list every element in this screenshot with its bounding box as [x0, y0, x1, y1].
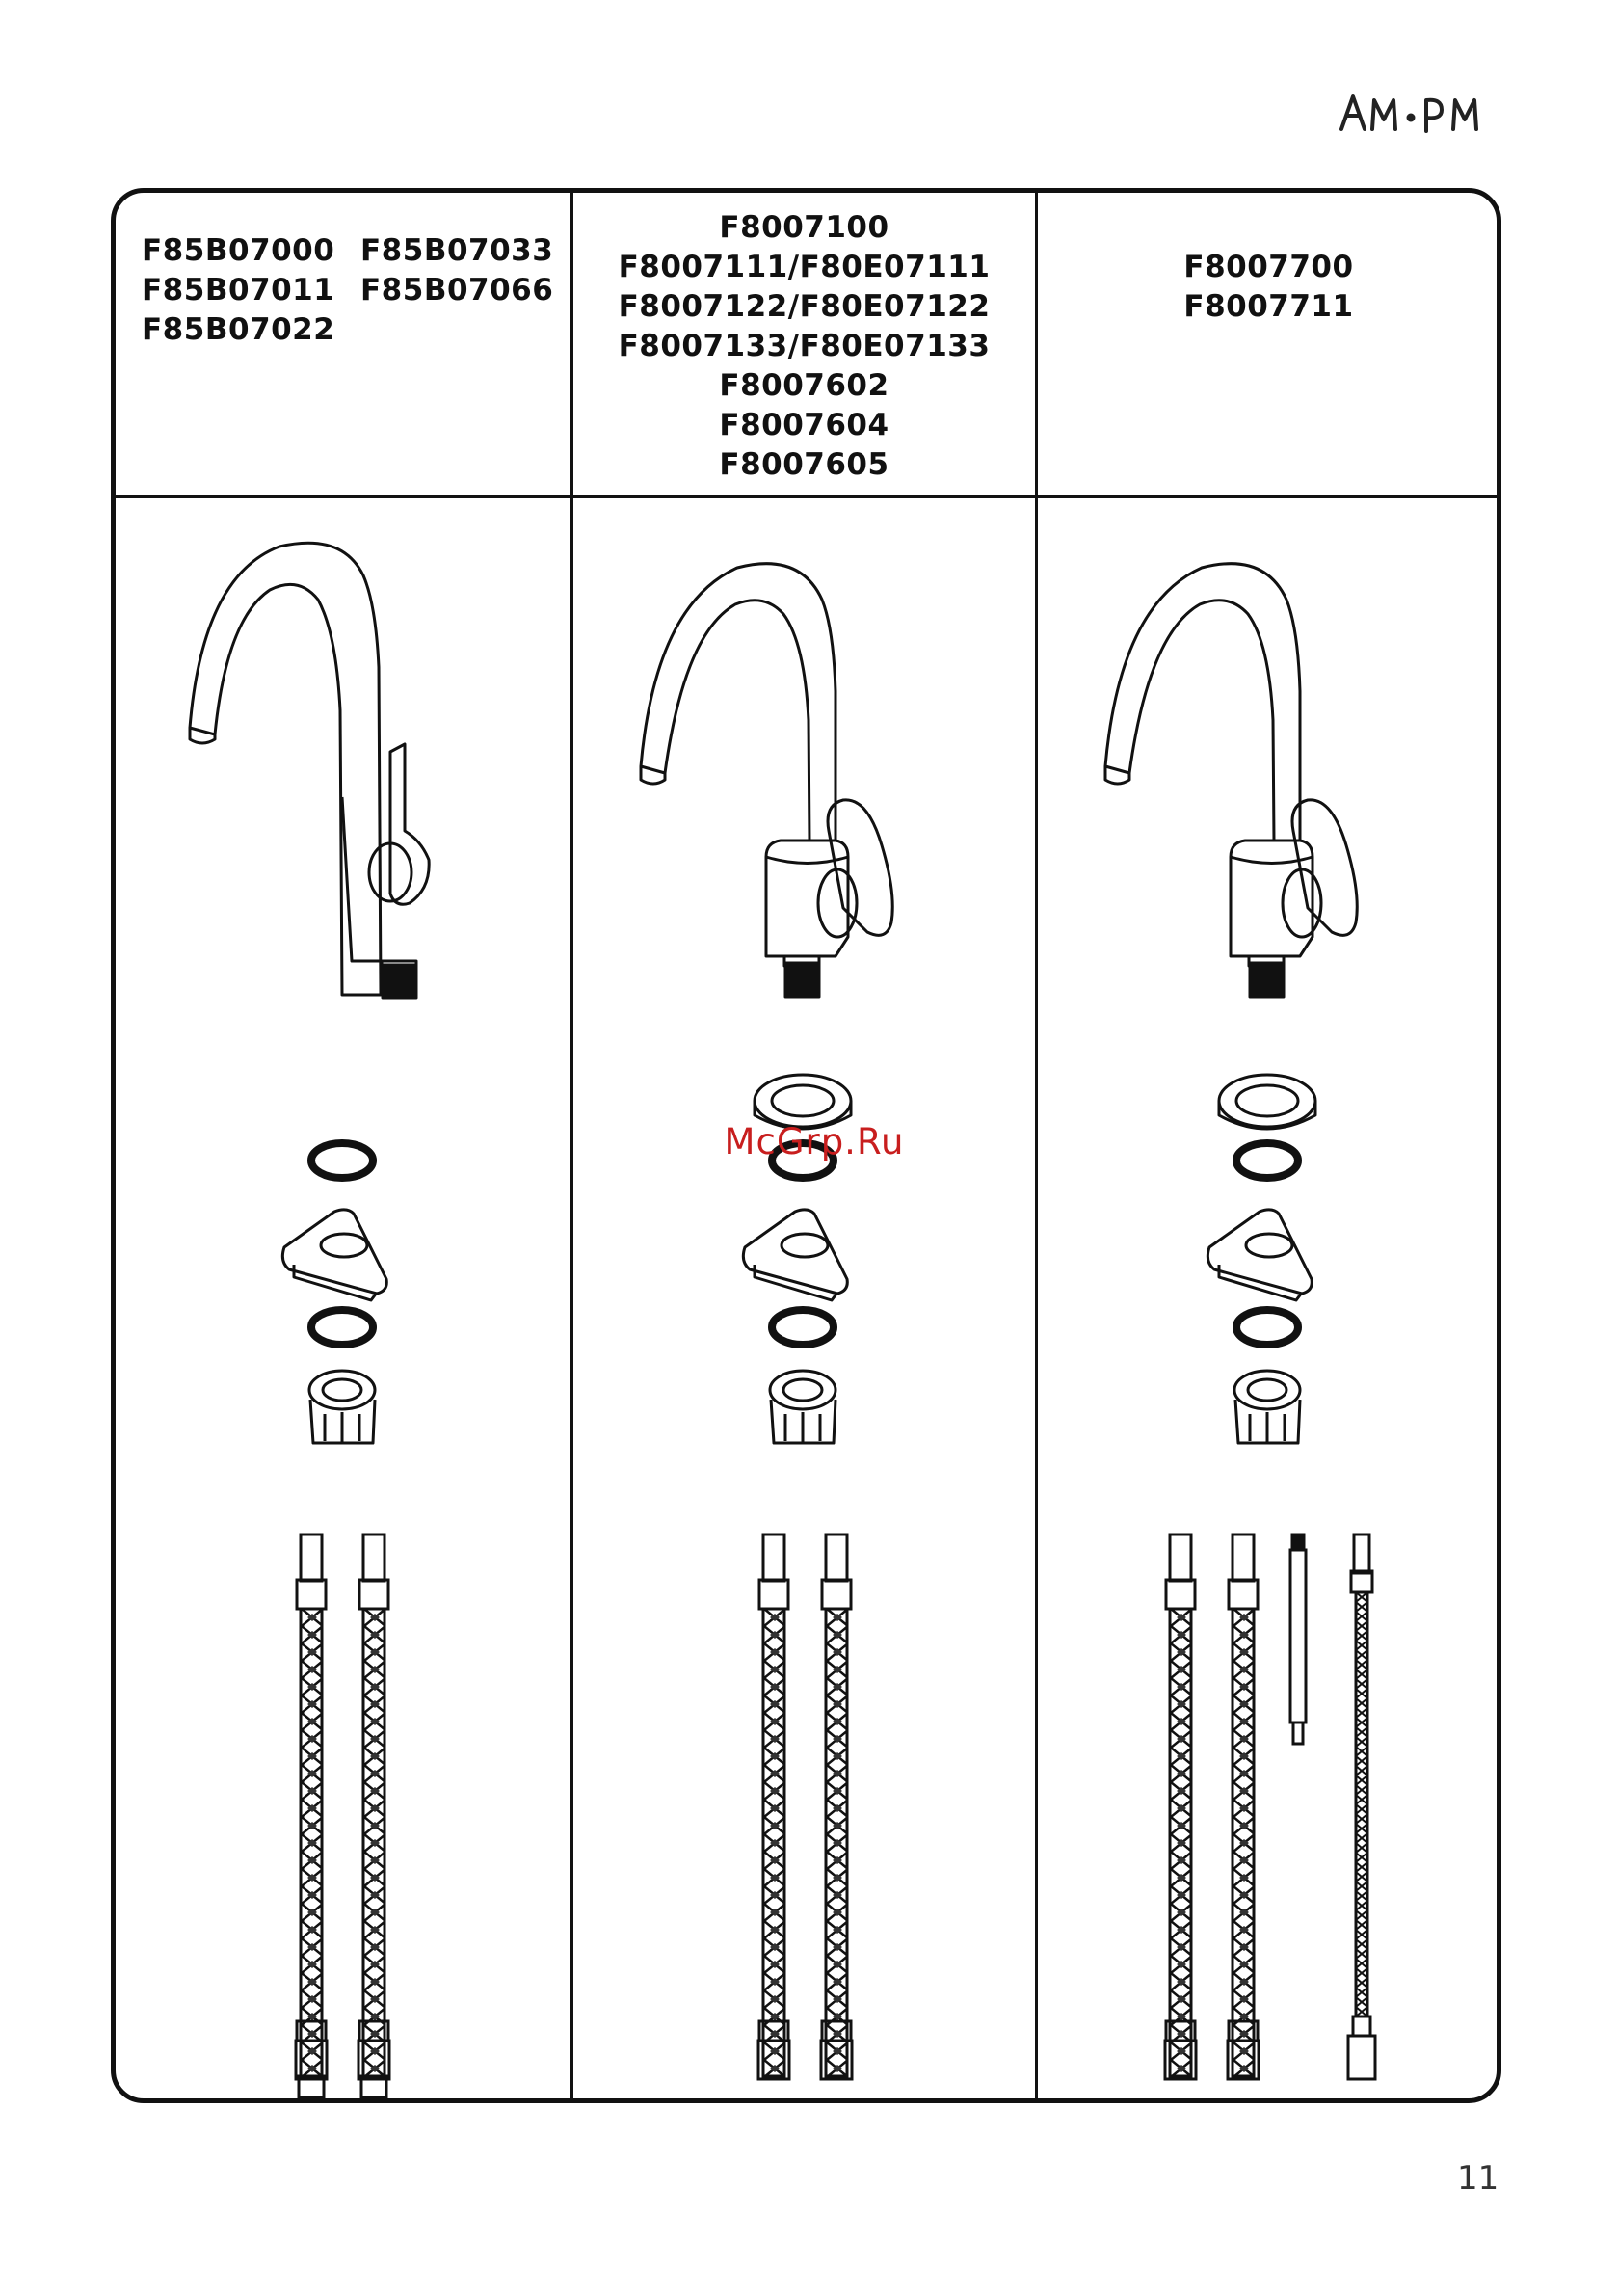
column-1-illustration [111, 498, 573, 2098]
model-code: F85B07000 [142, 233, 335, 268]
model-code: F8007111/F80E07111 [618, 250, 991, 284]
braided-hose-icon [1228, 1535, 1259, 2079]
mounting-parts-icon [1207, 1075, 1315, 1443]
model-code: F85B07033 [360, 233, 554, 268]
braided-hose-icon [296, 1535, 327, 2097]
model-code: F8007711 [1183, 289, 1354, 324]
model-code: F85B07066 [360, 273, 554, 307]
page-number: 11 [1457, 2159, 1499, 2198]
model-code: F8007700 [1183, 250, 1354, 284]
brand-logo [1338, 89, 1511, 137]
column-3-illustration [1038, 498, 1500, 2098]
filter-tube-icon [1290, 1535, 1306, 1744]
model-codes-col1-right [360, 231, 553, 310]
model-code: F8007604 [719, 408, 889, 442]
braided-hose-icon [1165, 1535, 1196, 2079]
model-code: F85B07011 [142, 273, 335, 307]
model-code: F8007605 [719, 447, 889, 482]
kitchen-faucet-icon [641, 564, 892, 997]
watermark: McGrp.Ru [724, 1121, 905, 1162]
model-code: F8007122/F80E07122 [618, 289, 991, 324]
model-code: F8007133/F80E07133 [618, 329, 991, 363]
model-code: F8007602 [719, 368, 889, 403]
filter-hose-icon [1348, 1535, 1375, 2079]
model-codes-col3 [1038, 248, 1499, 327]
model-code: F8007100 [719, 210, 889, 245]
column-2-illustration [573, 498, 1036, 2098]
braided-hose-icon [358, 1535, 389, 2097]
model-codes-col2 [573, 208, 1035, 485]
braided-hose-icon [821, 1535, 852, 2079]
kitchen-faucet-filter-icon [1105, 564, 1357, 997]
model-code: F85B07022 [142, 312, 335, 347]
model-codes-col1-left [142, 231, 334, 350]
pull-out-kitchen-faucet-icon [190, 543, 429, 998]
mounting-parts-icon [282, 1143, 386, 1443]
braided-hose-icon [758, 1535, 789, 2079]
